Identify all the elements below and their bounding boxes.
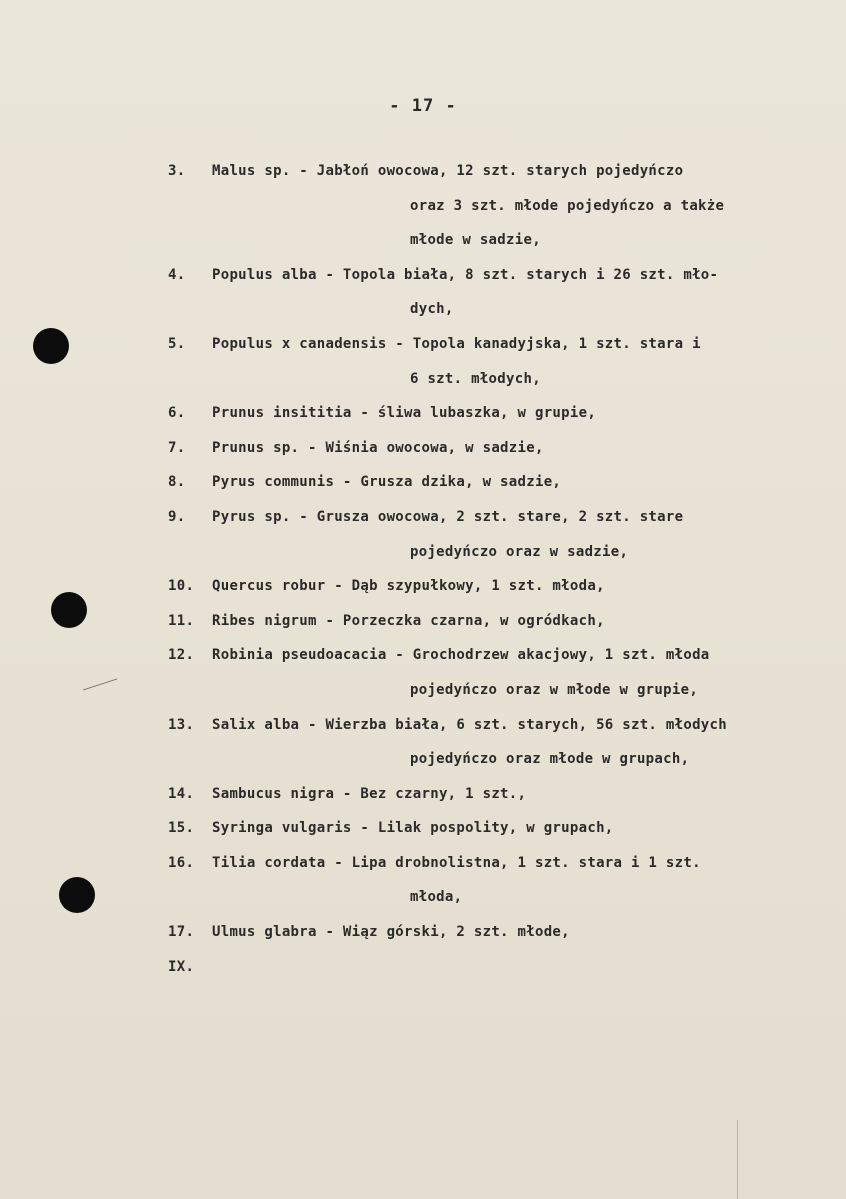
section-label: IX. (168, 958, 195, 975)
list-item (168, 327, 828, 396)
list-item-number: 4. (168, 266, 186, 283)
list-item-text: Quercus robur - Dąb szypułkowy, 1 szt. młoda, (212, 578, 605, 595)
list-item-continuation: oraz 3 szt. młode pojedyńczo a także (410, 197, 725, 214)
list-item (168, 777, 828, 812)
list-item-number: 9. (168, 508, 186, 525)
list-item-first-line (168, 465, 828, 500)
list-item-continuation: pojedyńczo oraz w młode w grupie, (410, 681, 699, 698)
list-item-continuation: młode w sadzie, (410, 232, 541, 249)
punch-hole (59, 877, 95, 913)
list-item-text: Tilia cordata - Lipa drobnolistna, 1 szt. stara i 1 szt. (212, 854, 701, 871)
list-item-text: Sambucus nigra - Bez czarny, 1 szt., (212, 785, 527, 802)
list-item-text: Populus alba - Topola biała, 8 szt. starych i 26 szt. mło- (212, 266, 719, 283)
list-item-first-line (168, 846, 828, 881)
list-item-number: 13. (168, 716, 195, 733)
paper-edge-line (737, 1120, 738, 1199)
list-item (168, 638, 828, 707)
list-item (168, 846, 828, 915)
list-item-first-line (168, 638, 828, 673)
list-item-text: Syringa vulgaris - Lilak pospolity, w grupach, (212, 820, 614, 837)
list-item-first-line (168, 154, 828, 189)
species-list (168, 154, 828, 984)
list-item-number: 7. (168, 439, 186, 456)
list-item-text: Prunus sp. - Wiśnia owocowa, w sadzie, (212, 439, 544, 456)
list-item-number: 12. (168, 647, 195, 664)
list-item-first-line (168, 915, 828, 950)
list-item-first-line (168, 569, 828, 604)
list-item-number: 6. (168, 405, 186, 422)
list-item-continuation: pojedyńczo oraz młode w grupach, (410, 751, 690, 768)
list-item-first-line (168, 431, 828, 466)
list-item-first-line (168, 327, 828, 362)
list-item (168, 154, 828, 258)
list-item-text: Pyrus sp. - Grusza owocowa, 2 szt. stare, 2 szt. stare (212, 508, 684, 525)
list-item (168, 431, 828, 466)
list-item-number: 10. (168, 578, 195, 595)
list-item-first-line (168, 604, 828, 639)
list-item-number: 16. (168, 854, 195, 871)
list-item-number: 5. (168, 335, 186, 352)
list-item-first-line (168, 396, 828, 431)
list-item-continuation: 6 szt. młodych, (410, 370, 541, 387)
page-number: - 17 - (389, 96, 457, 116)
list-item-number: 3. (168, 163, 186, 179)
list-item-text: Ribes nigrum - Porzeczka czarna, w ogródkach, (212, 612, 605, 629)
list-item-text: Malus sp. - Jabłoń owocowa, 12 szt. starych pojedyńczo (212, 163, 684, 179)
list-item-number: 8. (168, 474, 186, 491)
list-item-text: Prunus insititia - śliwa lubaszka, w grupie, (212, 405, 597, 422)
list-item (168, 811, 828, 846)
list-item (168, 396, 828, 431)
list-item-text: Salix alba - Wierzba biała, 6 szt. starych, 56 szt. młodych (212, 716, 727, 733)
list-item (168, 604, 828, 639)
list-item-first-line (168, 777, 828, 812)
list-item-number: 11. (168, 612, 195, 629)
list-item-text: Robinia pseudoacacia - Grochodrzew akacjowy, 1 szt. młoda (212, 647, 710, 664)
list-item (168, 569, 828, 604)
list-item-number: 15. (168, 820, 195, 837)
list-item-continuation: pojedyńczo oraz w sadzie, (410, 543, 629, 560)
punch-hole (51, 592, 87, 628)
list-item-continuation: młoda, (410, 889, 463, 906)
list-item (168, 915, 828, 950)
list-item (168, 258, 828, 327)
list-item-first-line (168, 811, 828, 846)
list-item-first-line (168, 258, 828, 293)
punch-hole (33, 328, 69, 364)
list-item (168, 500, 828, 569)
list-item (168, 465, 828, 500)
list-item-text: Pyrus communis - Grusza dzika, w sadzie, (212, 474, 562, 491)
pencil-mark (83, 678, 118, 690)
list-item-first-line (168, 500, 828, 535)
list-item-continuation: dych, (410, 301, 454, 318)
list-item-first-line (168, 708, 828, 743)
list-item-number: 14. (168, 785, 195, 802)
list-item (168, 708, 828, 777)
list-item-text: Ulmus glabra - Wiąz górski, 2 szt. młode, (212, 924, 570, 941)
list-item-number: 17. (168, 924, 195, 941)
list-item-text: Populus x canadensis - Topola kanadyjska, 1 szt. stara i (212, 335, 701, 352)
